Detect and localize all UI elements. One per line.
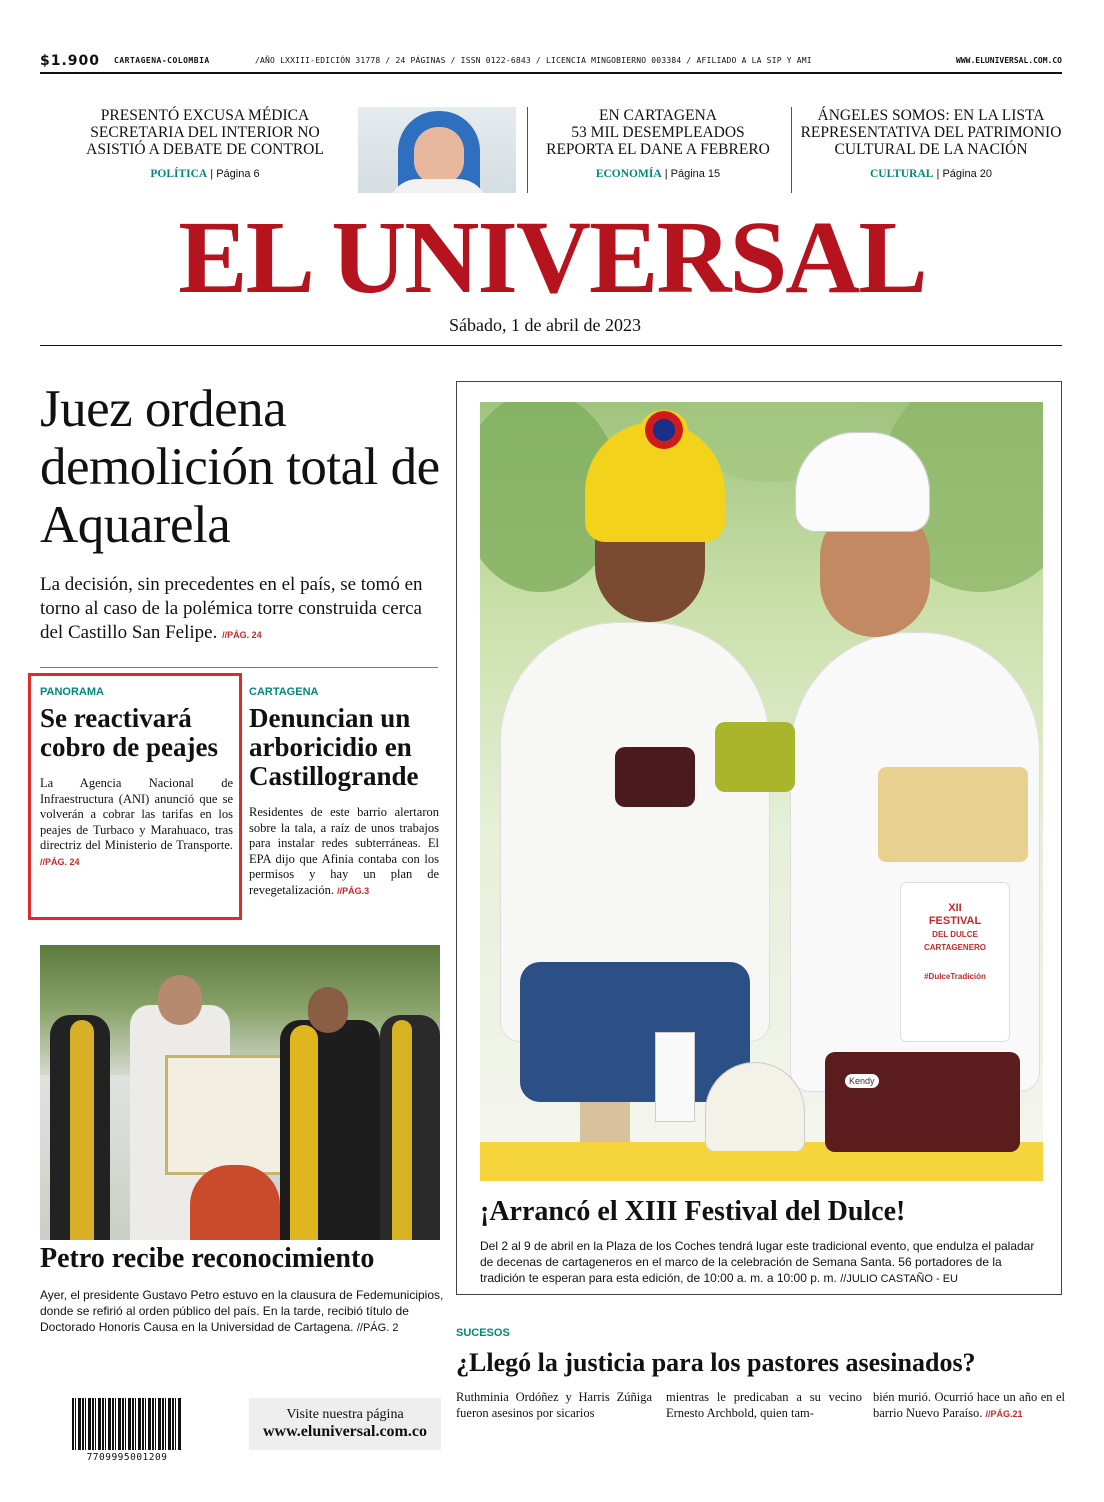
apron-text: DEL DULCE (932, 930, 978, 939)
apron-text: XII (948, 902, 962, 914)
apron-text: #DulceTradición (924, 972, 986, 981)
photo-face (414, 127, 464, 185)
lead-page-ref[interactable]: //PÁG. 24 (222, 630, 262, 640)
photo-dessert-tray (878, 767, 1028, 862)
story-kicker: PANORAMA (40, 686, 104, 698)
photo-stole (70, 1020, 94, 1240)
story-body (249, 805, 439, 899)
photo-apron (900, 882, 1010, 1042)
teaser-title-line: REPRESENTATIVA DEL PATRIMONIO (800, 124, 1062, 141)
photo-bowl (705, 1062, 805, 1152)
story-cartagena[interactable] (249, 686, 439, 899)
story-page-ref[interactable]: //PÁG. 24 (40, 856, 80, 867)
teaser-title-line: EN CARTAGENA (599, 107, 717, 124)
lead-headline[interactable]: Juez ordena demolición total de Aquarela (40, 380, 440, 554)
story-page-ref[interactable]: //PÁG.3 (337, 885, 370, 896)
lead-deck-text: La decisión, sin precedentes en el país, se tomó en torno al caso de la polémica torre construida cerca del Castillo San Felipe. (40, 574, 423, 643)
festival-headline[interactable]: ¡Arrancó el XIII Festival del Dulce! (480, 1196, 906, 1227)
website-box-label: Visite nuestra página (286, 1407, 404, 1422)
teaser-page: | Página 20 (936, 168, 992, 180)
masthead-logo: EL UNIVERSAL (178, 200, 926, 315)
festival-caption (480, 1238, 1050, 1287)
story-body-text: La Agencia Nacional de Infraestructura (ANI) anunció que se volverán a cobrar las tarifas en los peajes de Turbaco y Marahuaco, tras directriz del Ministerio de Transporte. (40, 776, 233, 852)
teaser-politica[interactable] (60, 107, 350, 183)
city-label: CARTAGENA-COLOMBIA (114, 56, 210, 65)
petro-caption-text: Ayer, el presidente Gustavo Petro estuvo en la clausura de Fedemunicipios, donde se refirió al orden público del país. En la tarde, recibió título de Doctorado Honoris Causa en la Universidad de Cartagena. (40, 1288, 444, 1334)
photo-diploma (165, 1055, 295, 1175)
teaser-section: ECONOMÍA (595, 168, 662, 180)
petro-photo (40, 945, 440, 1240)
apron-text: CARTAGENERO (923, 943, 987, 952)
issue-date: Sábado, 1 de abril de 2023 (449, 315, 641, 335)
sucesos-headline[interactable]: ¿Llegó la justicia para los pastores asesinados? (456, 1348, 976, 1377)
photo-cup (655, 1032, 695, 1122)
sucesos-col-3-text: bién murió. Ocurrió hace un año en el barrio Nuevo Paraíso. (873, 1390, 1065, 1420)
teaser-title-line: REPORTA EL DANE A FEBRERO (546, 141, 770, 158)
website-box[interactable] (249, 1398, 441, 1450)
price: $1.900 (40, 53, 101, 69)
teaser-economia[interactable] (530, 107, 786, 183)
petro-caption (40, 1287, 450, 1336)
story-panorama[interactable] (40, 686, 233, 870)
tub-label: Kendy (845, 1074, 879, 1088)
barcode (72, 1398, 182, 1450)
teaser-page: | Página 15 (664, 168, 721, 180)
lead-deck (40, 573, 440, 647)
teaser-photo-secretaria (358, 107, 516, 193)
story-headline: Denuncian un arboricidio en Castillogrande (249, 703, 419, 791)
sucesos-page-ref[interactable]: //PÁG.21 (985, 1408, 1023, 1419)
photo-tub (825, 1052, 1020, 1152)
section-rule (40, 667, 438, 668)
teaser-title-line: 53 MIL DESEMPLEADOS (571, 124, 745, 141)
photo-dessert-cup-green (715, 722, 795, 792)
sucesos-col-1: Ruthminia Ordóñez y Harris Zúñiga fueron asesinos por sicarios (456, 1390, 652, 1420)
sucesos-col-3 (873, 1390, 1065, 1422)
barcode-number: 7709995001209 (86, 1452, 168, 1463)
photo-head (308, 987, 348, 1033)
teaser-title-line: ASISTIÓ A DEBATE DE CONTROL (86, 141, 324, 158)
petro-page-ref[interactable]: //PÁG. 2 (356, 1322, 399, 1334)
photo-stole (392, 1020, 412, 1240)
photo-flowers (190, 1165, 280, 1240)
edition-bar (40, 53, 1062, 74)
story-body (40, 776, 233, 870)
teaser-page: | Página 6 (210, 168, 260, 180)
teaser-cultural[interactable] (796, 107, 1066, 183)
edition-info: /AÑO LXXIII-EDICIÓN 31778 / 24 PÁGINAS / ISSN 0122-6843 / LICENCIA MINGOBIERNO 003384 / AFILIADO A LA SIP Y AMI (255, 56, 812, 65)
festival-photo (480, 402, 1043, 1181)
petro-headline[interactable]: Petro recibe reconocimiento (40, 1243, 375, 1274)
story-kicker: CARTAGENA (249, 686, 319, 698)
apron-text: FESTIVAL (928, 915, 982, 927)
sucesos-kicker: SUCESOS (456, 1327, 510, 1339)
teaser-title-line: CULTURAL DE LA NACIÓN (834, 141, 1028, 158)
story-headline: Se reactivará cobro de peajes (40, 703, 218, 762)
photo-turban-flower (640, 410, 688, 450)
teaser-section: POLÍTICA (150, 168, 208, 180)
festival-caption-text: Del 2 al 9 de abril en la Plaza de los Coches tendrá lugar este tradicional evento, que endulza el paladar de decenas de cartageneros en el marco de la celebración de Semana Santa. 56 portadores de la tradición te esperan para esta edición, de 10:00 a. m. a 10:00 p. m. (480, 1239, 1035, 1285)
photo-dessert-cup-dark (615, 747, 695, 807)
teaser-title-line: PRESENTÓ EXCUSA MÉDICA (100, 107, 310, 124)
teaser-title-line: ÁNGELES SOMOS: EN LA LISTA (817, 107, 1045, 124)
teaser-section: CULTURAL (869, 168, 934, 180)
teaser-title-line: SECRETARIA DEL INTERIOR NO (90, 124, 320, 141)
photo-stole (290, 1025, 318, 1240)
website-box-url[interactable]: www.eluniversal.com.co (263, 1423, 427, 1440)
column-divider (527, 107, 528, 193)
festival-credit: //JULIO CASTAÑO - EU (840, 1273, 958, 1285)
photo-sweets (580, 1102, 630, 1142)
column-divider (791, 107, 792, 193)
masthead-rule (40, 345, 1062, 346)
photo-head (158, 975, 202, 1025)
photo-chef-hat (795, 432, 930, 532)
sucesos-col-2: mientras le predicaban a su vecino Ernesto Archbold, quien tam- (666, 1390, 862, 1420)
story-body-text: Residentes de este barrio alertaron sobre la tala, a raíz de unos trabajos para instalar redes subterráneas. El EPA dijo que Afinia contaba con los permisos y hay un plan de revegetalización. (249, 805, 439, 897)
website-link[interactable]: WWW.ELUNIVERSAL.COM.CO (956, 56, 1062, 65)
